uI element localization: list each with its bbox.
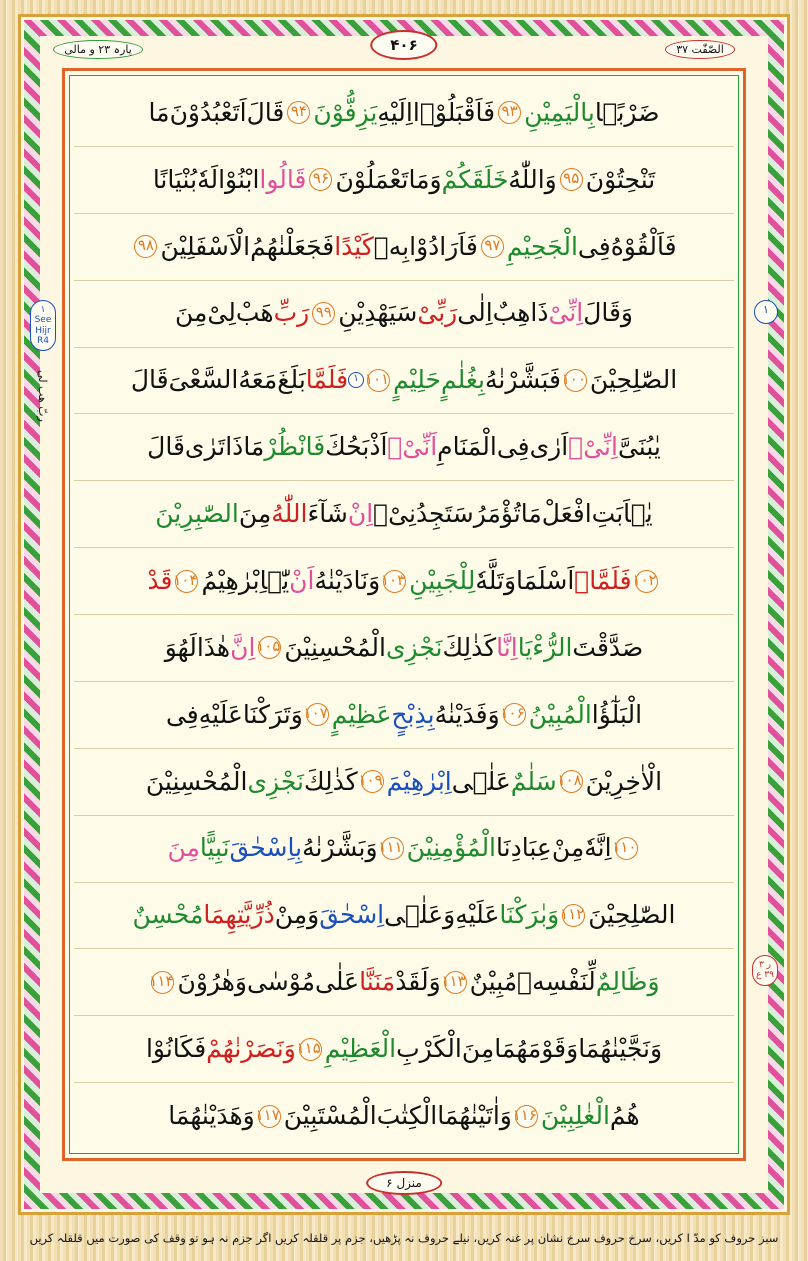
quran-word: ذَاهِبٌ bbox=[492, 298, 549, 328]
ayah-number: ۱۱۳ bbox=[444, 971, 467, 994]
ayah-number: ۱۰۵ bbox=[258, 636, 281, 659]
quran-word: فَاَلْقُوْهُ bbox=[610, 231, 677, 261]
quran-word: هُمُ bbox=[609, 1100, 640, 1130]
quran-word: مَا bbox=[520, 499, 542, 529]
quran-word: ابْنُوْا bbox=[218, 164, 260, 194]
quran-word: كَذٰلِكَ bbox=[442, 632, 497, 662]
quran-word: مِنْ bbox=[551, 833, 585, 863]
quran-word: اِبْرٰهِيْمَ bbox=[386, 766, 452, 796]
ayah-number: ۱۱۰ bbox=[615, 837, 638, 860]
quran-word: كَيْدًا bbox=[334, 231, 374, 261]
quran-word: مُحْسِنٌ bbox=[132, 900, 204, 930]
quran-word: وَاللّٰهُ bbox=[508, 164, 557, 194]
quran-word: قَالُوا bbox=[259, 164, 307, 194]
quran-word: عَلٰى bbox=[315, 967, 360, 997]
quran-line bbox=[74, 548, 734, 615]
quran-word: عَلَيْهِ bbox=[198, 699, 243, 729]
quran-word: وَمَا bbox=[408, 164, 442, 194]
quran-word: قَدْ bbox=[147, 565, 173, 595]
quran-word: تَعْمَلُوْنَ bbox=[335, 164, 409, 194]
quran-word: افْعَلْ bbox=[541, 499, 592, 529]
manzil-marker: منزل ۶ bbox=[366, 1171, 442, 1195]
quran-word: اِنَّهٗ bbox=[584, 833, 612, 863]
quran-word: فَلَمَّاۤ bbox=[574, 565, 632, 595]
ayah-number: ۹۹ bbox=[312, 302, 335, 325]
quran-word: قَالَ bbox=[147, 432, 185, 462]
quran-word: لَهُوَ bbox=[164, 632, 197, 662]
quran-word: فِى bbox=[496, 432, 530, 462]
quran-word: مَعَهُ bbox=[238, 365, 278, 395]
quran-word: نَبِيًّا bbox=[199, 833, 230, 863]
side-note-marker-right: ۱ bbox=[754, 300, 778, 324]
quran-word: وَقَالَ bbox=[583, 298, 634, 328]
quran-word: رَبِّ bbox=[273, 298, 310, 328]
quran-word: تَرٰى bbox=[184, 432, 226, 462]
ayah-number: ۱۱۲ bbox=[562, 904, 585, 927]
quran-word: اَسْلَمَا bbox=[516, 565, 575, 595]
quran-word: فَبَشَّرْنٰهُ bbox=[484, 365, 561, 395]
quran-word: الْمُؤْمِنِيْنَ bbox=[406, 833, 497, 863]
quran-word: وَتَرَكْنَا bbox=[242, 699, 303, 729]
quran-line bbox=[74, 883, 734, 950]
quran-word: بِذِبْحٍ bbox=[391, 699, 435, 729]
quran-word: كَذٰلِكَ bbox=[303, 766, 358, 796]
side-note-hijr-circle: ۱ bbox=[40, 305, 46, 315]
quran-word: قَالَ bbox=[130, 365, 169, 395]
footnote-legend: سبز حروف کو مدّ ا کریں، سرخ حروف سرخ نشان پر غنہ کریں، نیلے حروف نہ پڑھیں، جزم پر قلقلہ کریں اگر جزم نہ ہو تو وقف کی صورت میں قلقلہ کریں bbox=[29, 1230, 779, 1245]
quran-text-body bbox=[74, 80, 734, 1149]
quran-word: بِالْيَمِيْنِ bbox=[524, 97, 595, 127]
quran-word: مَنَنَّا bbox=[359, 967, 396, 997]
header-surah-text: الصّٰفّٰت ۳۷ bbox=[665, 40, 735, 59]
ayah-number: ۹۵ bbox=[560, 168, 583, 191]
quran-word: سَيَهْدِيْنِ bbox=[338, 298, 418, 328]
quran-word: يٰبُنَىَّ bbox=[617, 432, 661, 462]
quran-word: يَزِفُّوْنَ bbox=[313, 97, 378, 127]
quran-word: وَاٰتَيْنٰهُمَا bbox=[437, 1100, 512, 1130]
ayah-number: ۹۸ bbox=[134, 235, 157, 258]
quran-word: عِبَادِنَا bbox=[496, 833, 552, 863]
quran-word: عَلَيْهِ bbox=[455, 900, 500, 930]
ayah-number: ۹۴ bbox=[287, 101, 310, 124]
quran-word: لِلْجَبِيْنِ bbox=[409, 565, 476, 595]
quran-line bbox=[74, 481, 734, 548]
quran-word: وَهٰرُوْنَ bbox=[177, 967, 247, 997]
quran-word: تُؤْمَرُ bbox=[473, 499, 521, 529]
ayah-number: ۱۱۶ bbox=[515, 1105, 538, 1128]
quran-word: اَرٰى bbox=[529, 432, 569, 462]
quran-word: وَبٰرَكْنَا bbox=[499, 900, 560, 930]
quran-line bbox=[74, 1083, 734, 1149]
ayah-number: ۱۰۷ bbox=[306, 703, 329, 726]
quran-word: الْمُحْسِنِيْنَ bbox=[284, 632, 386, 662]
quran-word: الْمُحْسِنِيْنَ bbox=[145, 766, 248, 796]
quran-word: هَبْ bbox=[235, 298, 274, 328]
quran-word: مِنَ bbox=[174, 298, 208, 328]
quran-word: الْاَسْفَلِيْنَ bbox=[160, 231, 251, 261]
quran-word: هٰذَا bbox=[196, 632, 231, 662]
quran-word: وَنَادَيْنٰهُ bbox=[314, 565, 381, 595]
quran-word: لَهٗ bbox=[197, 164, 219, 194]
footnote-marker: ۱ bbox=[348, 372, 364, 388]
ayah-number: ۹۳ bbox=[498, 101, 521, 124]
quran-word: السَّعْىَ bbox=[168, 365, 239, 395]
quran-word: مِنَ bbox=[461, 1034, 495, 1064]
ayah-number: ۱۱۷ bbox=[258, 1105, 281, 1128]
quran-word: قَالَ bbox=[246, 97, 285, 127]
quran-word: بِهٖ bbox=[373, 231, 410, 261]
quran-word: فِى bbox=[577, 231, 611, 261]
ayah-number: ۱۰۱ bbox=[367, 369, 390, 392]
quran-word: عَظِيْمٍ bbox=[331, 699, 392, 729]
quran-word: يٰۤاَبَتِ bbox=[591, 499, 653, 529]
ayah-number: ۱۰۴ bbox=[175, 570, 198, 593]
quran-line bbox=[74, 1016, 734, 1083]
quran-line bbox=[74, 949, 734, 1016]
ayah-number: ۱۰۲ bbox=[635, 570, 658, 593]
quran-word: فَكَانُوْا bbox=[145, 1034, 207, 1064]
quran-word: بِغُلٰمٍ bbox=[441, 365, 485, 395]
quran-word: ضَرْبًۢا bbox=[594, 97, 660, 127]
ayah-number: ۱۰۰ bbox=[564, 369, 587, 392]
ayah-number: ۱۱۱ bbox=[381, 837, 404, 860]
quran-line bbox=[74, 816, 734, 883]
quran-word: حَلِيْمٍ bbox=[393, 365, 442, 395]
quran-line bbox=[74, 281, 734, 348]
quran-word: اَذْبَحُكَ bbox=[325, 432, 388, 462]
ayah-number: ۱۰۸ bbox=[560, 770, 583, 793]
quran-word: بُنْيَانًا bbox=[152, 164, 198, 194]
quran-line bbox=[74, 147, 734, 214]
quran-word: وَقَوْمَهُمَا bbox=[494, 1034, 579, 1064]
ayah-number: ۱۰۹ bbox=[361, 770, 384, 793]
quran-word: مِنَ bbox=[238, 499, 272, 529]
quran-word: شَآءَ bbox=[307, 499, 348, 529]
quran-word: مِنَ bbox=[167, 833, 200, 863]
quran-word: فَجَعَلْنٰهُمُ bbox=[250, 231, 335, 261]
quran-word: وَهَدَيْنٰهُمَا bbox=[168, 1100, 255, 1130]
quran-word: الْمُسْتَبِيْنَ bbox=[283, 1100, 377, 1130]
quran-word: تَنْحِتُوْنَ bbox=[585, 164, 656, 194]
quran-word: اَنِّىْۤ bbox=[387, 432, 438, 462]
quran-word: الْمُبِيْنُ bbox=[528, 699, 592, 729]
quran-word: فَانْظُرْ bbox=[264, 432, 326, 462]
quran-word: مُوْسٰى bbox=[246, 967, 316, 997]
quran-word: فِى bbox=[165, 699, 199, 729]
quran-word: اِنْ bbox=[347, 499, 374, 529]
ayah-number: ۱۰۳ bbox=[383, 570, 406, 593]
side-note-hijr-text: See Hijr R4 bbox=[34, 315, 52, 347]
ruku-marker: ر ۳ ۳۹ ع bbox=[752, 955, 778, 986]
ayah-number: ۹۷ bbox=[481, 235, 504, 258]
quran-line bbox=[74, 749, 734, 816]
quran-word: وَظَالِمٌ bbox=[595, 967, 660, 997]
quran-word: فَلَمَّا bbox=[305, 365, 349, 395]
quran-word: الصّٰلِحِيْنَ bbox=[588, 900, 676, 930]
quran-word: مَاذَا bbox=[225, 432, 265, 462]
header-para-label bbox=[38, 36, 158, 62]
quran-word: الْمَنَامِ bbox=[437, 432, 497, 462]
quran-word: سَلٰمٌ bbox=[510, 766, 557, 796]
ayah-number: ۱۱۴ bbox=[151, 971, 174, 994]
quran-word: وَنَصَرْنٰهُمْ bbox=[206, 1034, 296, 1064]
side-vertical-note: ربّ هب لی bbox=[36, 370, 49, 422]
quran-line bbox=[74, 682, 734, 749]
quran-word: الْاٰخِرِيْنَ bbox=[585, 766, 663, 796]
quran-word: اِنَّ bbox=[230, 632, 256, 662]
quran-word: عَلٰۤى bbox=[451, 766, 511, 796]
page-number: ۴۰۶ bbox=[370, 30, 437, 60]
quran-word: الرُّءْيَا bbox=[517, 632, 573, 662]
ayah-number: ۹۶ bbox=[309, 168, 332, 191]
quran-word: نَجْزِى bbox=[247, 766, 304, 796]
quran-word: يّٰۤاِبْرٰهِيْمُ bbox=[201, 565, 290, 595]
quran-word: وَفَدَيْنٰهُ bbox=[434, 699, 500, 729]
quran-word: الْكِتٰبَ bbox=[376, 1100, 438, 1130]
quran-line bbox=[74, 214, 734, 281]
quran-word: وَتَلَّهٗ bbox=[475, 565, 517, 595]
quran-word: نَجْزِى bbox=[385, 632, 443, 662]
ayah-number: ۱۰۶ bbox=[503, 703, 526, 726]
quran-word: وَلَقَدْ bbox=[395, 967, 441, 997]
quran-word: الصّٰبِرِيْنَ bbox=[155, 499, 239, 529]
side-note-hijr bbox=[30, 300, 56, 351]
quran-word: اِنِّىْ bbox=[548, 298, 584, 328]
ayah-number: ۱۱۵ bbox=[299, 1038, 322, 1061]
quran-line bbox=[74, 80, 734, 147]
quran-word: الْبَلٰٓؤُا bbox=[591, 699, 643, 729]
quran-word: بَلَغَ bbox=[277, 365, 306, 395]
quran-word: اِلٰى bbox=[457, 298, 493, 328]
quran-word: وَبَشَّرْنٰهُ bbox=[302, 833, 378, 863]
header-para-text: پارہ ۲۳ و مالی bbox=[53, 40, 143, 59]
quran-word: الْعَظِيْمِ bbox=[324, 1034, 397, 1064]
quran-word: بِاِسْحٰقَ bbox=[229, 833, 303, 863]
quran-word: فَاَرَادُوْا bbox=[409, 231, 478, 261]
quran-word: مَا bbox=[148, 97, 170, 127]
quran-word: خَلَقَكُمْ bbox=[441, 164, 509, 194]
quran-word: اِلَيْهِ bbox=[377, 97, 413, 127]
quran-word: صَدَّقْتَ bbox=[572, 632, 644, 662]
quran-word: لِىْ bbox=[207, 298, 236, 328]
quran-word: اِنَّا bbox=[496, 632, 518, 662]
quran-word: الْجَحِيْمِ bbox=[506, 231, 578, 261]
quran-word: رَبِّىْ bbox=[417, 298, 458, 328]
quran-word: الصّٰلِحِيْنَ bbox=[589, 365, 678, 395]
quran-word: اللّٰهُ bbox=[271, 499, 308, 529]
quran-line bbox=[74, 414, 734, 481]
quran-word: وَنَجَّيْنٰهُمَا bbox=[578, 1034, 663, 1064]
quran-word: اِسْحٰقَ bbox=[319, 900, 385, 930]
quran-word: فَاَقْبَلُوْۤا bbox=[412, 97, 496, 127]
quran-word: وَمِنْ bbox=[274, 900, 320, 930]
quran-line bbox=[74, 348, 734, 415]
quran-word: اَتَعْبُدُوْنَ bbox=[169, 97, 247, 127]
header-surah-label bbox=[630, 36, 770, 62]
quran-word: وَعَلٰۤى bbox=[384, 900, 456, 930]
quran-word: الْغٰلِبِيْنَ bbox=[540, 1100, 610, 1130]
quran-word: لِّنَفْسِهٖ bbox=[517, 967, 596, 997]
quran-word: اِنِّىْۤ bbox=[568, 432, 618, 462]
quran-word: ذُرِّيَّتِهِمَا bbox=[203, 900, 275, 930]
quran-word: الْكَرْبِ bbox=[396, 1034, 462, 1064]
quran-line bbox=[74, 615, 734, 682]
quran-word: اَنْ bbox=[289, 565, 315, 595]
quran-word: مُبِيْنٌ bbox=[469, 967, 518, 997]
quran-word: سَتَجِدُنِىْۤ bbox=[373, 499, 474, 529]
